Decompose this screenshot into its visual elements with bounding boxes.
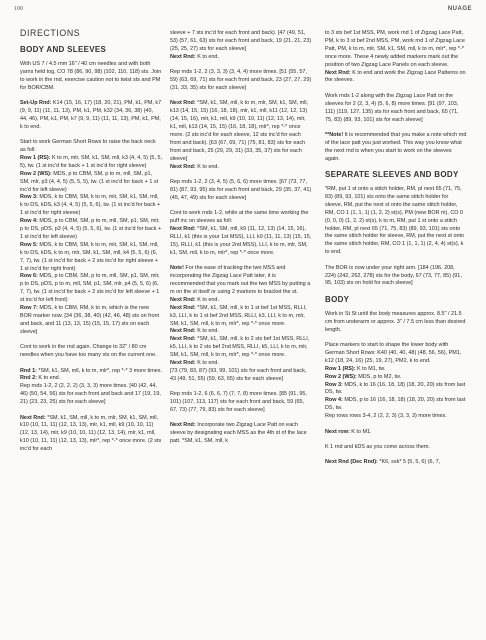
step-label: Row 7: [20,305,38,312]
step-text: MDS, p to 16 (16, 18, 18) (18, 20, 20) sts from last DS, tw. [325,397,466,412]
step-text: *SM, k1, SM, mll, k to m, mlr, SM, k1, SM, mll, k10 (10, 11, 11) (12, 13, 13), mlr, k1, mll, k9 (10, 10, 11) (12, 13, 14), mlr, k9 (10, 10, 11) (12, 13, 14), mlr, k1, mll, k10 (10, 11, 11) (12, 13, 13), mlr*, rep *-* once more. (2 sts inc'd for each [20,414,162,453]
step-label: Rnd 1: [20,367,37,374]
paragraph [20,194,162,218]
note-text: It is recommended that you make a note which rnd of the lace patt you just worked. This way you know what the next rnd is when you start to work on the sleeves again. [325,131,467,162]
paragraph: Start to work German Short Rows to raise the back neck as foll: [20,139,156,153]
step-label: Note! [170,265,184,272]
step-text: MDS, p to M2, tw. [356,373,402,380]
column-1 [20,30,162,462]
paragraph [20,375,162,383]
step-text: MDS, k to CBM, SM, k to m, mlr, SM, k1, SM, mll, k to DS, kDS, k3 (4, 4, 5) (5, 5, 6), tw. (1 st inc'd for back + 1 st inc'd for right sleeve) [20,194,161,217]
step-text: K to end. [195,328,219,335]
paragraph: Rep rnds 1-2, 2 (3, 3, 3) (3, 4, 4) more times. [51 (55, 57, 59) (63, 69, 71) sts for each front and back, 23 (27, 27, 29) (31, 33, 35) sts for each sleeve] [170,69,312,91]
step-text: K14 (15, 16, 17) (18, 20, 21), PM, k1, PM, k7 (9, 9, 11) (11, 11, 13), PM, k1, PM, k32 (34, 36, 38) (40, 44, 46), PM, k1, PM, k7 (9, 9, 11) (11, 11, 13), PM, k1, PM, k to end. [20,99,162,130]
paragraph [20,100,162,132]
paragraph [325,382,467,398]
paragraph [325,397,467,413]
paragraph [20,273,162,305]
section-heading-body: BODY [325,294,350,304]
paragraph [170,422,312,446]
paragraph: Cont to work rnds 1-2, while at the same time working the puff inc on sleeves as foll: [170,210,309,225]
step-text: For the ease of tracking the two MSS and incorporating the Zigzag Lace Patt later, it is recommended that you mark out the two MSS by putting a m on the st itself or using 2 markers to bracket the st. [170,265,311,295]
step-text: K to end. [195,296,219,303]
running-title: NUAGE [447,6,472,12]
paragraph [170,54,312,62]
paragraph: Place markers to start to shape the lower body with German Short Rows: K40 (40, 40, 48) (48, 56, 56), PM1, k12 (18, 24, 16) (25, 19, 27), PM2, k to end. [325,342,462,364]
paragraph: Rep rnds 1-2, 6 (6, 6, 7) (7, 7, 8) more times. [85 (91, 95, 101) (107, 113, 117) sts for each front and back, 59 (65, 67, 73) (77, 79, 83) sts for each sleeve] [170,391,307,414]
step-label: Next Rnd: [170,53,196,60]
paragraph [20,305,162,337]
page-number: 100 [14,6,23,12]
step-text: K to end. [195,360,219,367]
step-text: K to end and work the Zigzag Lace Patterns on the sleeves. [325,69,466,84]
paragraph [170,164,312,172]
paragraph [325,429,467,437]
paragraph [170,265,312,297]
step-text: *SM, k1, SM, mll, k to m, mlr, SM, k1, SM, mll, k13 (14, 15, 15) (16, 18, 18), mlr, k1, mll, k11 (12, 12, 13) (14, 15, 16), mlr, k1, mll, k9 (10, 10, 11) (12, 13, 14), mlr, k1, mll, k13 (14, 15, 15) (16, 18, 18), mlr*, rep *-* once more. (2 sts inc'd for each sleeve, 12 sts inc'd for each front and back). [63 (67, 69, 71) (75, 81, 83) sts for each front and back, 25 (29, 29, 31) (33, 35, 37) sts for each sleeve] [170,100,309,162]
step-label: Next Rnd: [170,360,196,367]
step-label: Next Rnd: [170,422,196,429]
step-text: K to M1. [349,428,372,435]
paragraph [325,132,467,164]
paragraph: Rep rows rows 3-4, 2 (2, 2, 3) (3, 3, 3) more times. [325,413,447,420]
paragraph [170,360,312,368]
step-label: Row 3: [325,381,343,388]
step-label: Next Rnd: [170,163,196,170]
paragraph [170,336,312,360]
step-label: Set-Up Rnd: [20,99,52,106]
step-label: Row 3: [20,194,38,201]
step-text: *SM, k1, SM, mll, k to 2 sts bef 1st MSS, RLLI, k5, LLI, k to 2 sts bef 2nd MSS, RLLI, k5, LLI, k to m, mlr, SM, k1, SM, mll, k to m, mlr*, rep *-* once more. [170,336,310,359]
paragraph [170,226,312,258]
paragraph [325,70,467,86]
step-label: Row 6: [20,273,38,280]
step-label: Next Rnd: [20,414,46,421]
paragraph [20,155,162,171]
paragraph: K 1 rnd and kDS as you come across them. [325,443,430,450]
paragraph [20,415,162,455]
step-text: MDS, k to CBM, SM, k to m, mlr, SM, k1, SM, mll, k to DS, kDS, k to m, mlr, SM, k1, SM, mll, k4 (5, 5, 6) (6, 7, 7), tw. (1 st inc'd for back + 2 sts inc'd for right sleeve + 1 st inc'd for right front) [20,241,159,272]
paragraph [20,242,162,274]
step-text: MDS, p to CBM, SM, p to m, mll, SM, p1, SM, mlr, p3 (4, 4, 5) (5, 5, 5), tw. (1 st inc'd for back + 1 st inc'd for left sleeve) [20,170,159,193]
paragraph: [73 (79, 83, 87) (93, 99, 101) sts for each front and back, 43 (49, 51, 55) (59, 63, 65) sts for each sleeve] [170,367,307,382]
paragraph: The BOR is now under your right arm. [184 (196, 208, 224) (242, 262, 278) sts for the body, 67 (73, 77, 85) (91, 95, 103) sts on hold for each sleeve] [325,264,462,287]
step-label: Row 2 (WS): [20,170,52,177]
step-label: Next row: [325,428,350,435]
step-text: K to end. [195,163,219,170]
paragraph: Work in St St until the body measures approx. 8.5" / 21.5 cm from underarm or approx. 3" / 7.5 cm less than desired length. [325,310,466,333]
step-label: Row 1 (RS): [325,365,356,372]
paragraph: *RM, put 1 st onto a stitch holder, RM, pl next 65 (71, 75, 83) (89, 93, 101) sts onto the same stitch holder for sleeve, RM, put the next st onto the same stitch holder, RM, CO 1 (1, 1, 1) (1, 2, 2) st(s), PM (new BOR m), CO 0 (0, 0, 0) (1, 2, 2) st(s), k to m, RM, put 1 st onto a stitch holder, RM, pl next 65 (71, 75, 83) (89, 93, 101) sts onto the same stitch holder for sleeve, RM, put the next st onto the same stitch holder, RM, CO 1 (1, 1, 1) (2, 4, 4) st(s), k to end. [325,186,465,256]
step-label: Next Rnd (Dec Rnd): [325,459,378,466]
step-label: Row 1 (RS): [20,154,51,161]
paragraph: Rep rnds 1-2, 2 (2, 2, 2) (3, 3, 3) more times. [40 (42, 44, 46) (50, 54, 56) sts for each front and back and 17 (19, 19, 21) (23, 23, 25) sts for each sleeve] [20,383,161,406]
paragraph: Cont to work in the rnd again. Change to 32" / 80 cm needles when you have too many sts on the current one. [20,344,157,359]
step-text: K to end. [36,375,61,382]
step-text: MDS, p to CBM, SM, p to m, mll, SM, p1, SM, mlr, p to DS, pDS, p to m, mll, SM, p1, SM, mlr, p4 (5, 5, 6) (6, 7, 7), tw. (1 st inc'd for back + 2 sts inc'd for left sleeve + 1 st inc'd for left front) [20,273,160,304]
step-text: *K6, ssk* 5 (5, 5, 6) (6, 7, [377,459,441,466]
section-heading-separate: SEPARATE SLEEVES AND BODY [325,170,459,180]
step-text: Incorporate two Zigzag Lace Patt on each sleeve by designating each MSS as the 4th st of the lace patt. *SM, k1, SM, mll, k [170,422,307,445]
step-text: K to M1, tw. [355,365,386,372]
paragraph: Rep rnds 1-2, 2 (3, 4, 5) (5, 6, 6) more times. [67 (73, 77, 81) (87, 93, 95) sts for each front and back, 29 (35, 37, 41) (45, 47, 49) sts for each sleeve] [170,179,312,201]
paragraph [170,328,312,336]
column-3 [325,30,467,475]
paragraph [170,305,312,329]
step-label: Rnd 2: [20,375,37,382]
paragraph [20,171,162,195]
step-text: MDS, k to CBM, RM, k to m, which is the new BOR marker now. [34 (36, 38, 40) (42, 46, 48) sts on front and back, and 11 (13, 13, 15) (15, 15, 17) sts on each sleeve] [20,305,160,335]
column-2 [170,30,312,454]
step-text: *SM, k1, SM, mll, k to 1 st bef 1st MSS, RLLI, k3, LLI, k to 1 st bef 2nd MSS, RLLI, k3, LLI, k to m, mlr, SM, k1, SM, mll, k to m, mlr*, rep *-* once more. [170,304,307,327]
step-label: Next Rnd: [170,304,196,311]
step-label: Row 2 (WS): [325,373,357,380]
paragraph: With US 7 / 4.5 mm 16" / 40 cm needles and with both yarns held tog, CO 78 (86, 90, 98) (102, 110, 118) sts. Join to work in the rnd, exercise caution not to twist sts and PM for BOR/CBM. [20,60,162,91]
paragraph [325,459,467,467]
paragraph [170,297,312,305]
step-text: K to end. [195,53,219,60]
step-label: Next Rnd: [170,296,196,303]
step-label: Next Rnd: [170,100,196,107]
directions-heading: DIRECTIONS [20,28,81,38]
step-label: Next Rnd: [325,69,351,76]
step-text: K to m, mlr, SM, k1, SM, mll, k3 (4, 4, 5) (5, 5, 5), tw. (1 st inc'd for back + 1 st inc'd for right sleeve) [20,154,163,169]
paragraph [325,366,467,374]
step-label: Row 4: [20,218,38,225]
paragraph [170,100,312,163]
step-text: *SM, k1, SM, mll, k9 (11, 12, 13) (14, 15, 16), RLLI, k1 (this is your 1st MSS), LLI, k9 (11, 11, 13) (15, 15, 15), RLLI, k1 (this is your 2nd MSS), LLI, k to m, mlr, SM, k1, SM, mll, k to m, mlr*, rep *-* once more. [170,226,312,256]
step-label: Next Rnd: [170,328,196,335]
step-label: Next Rnd: [170,226,196,233]
paragraph: to 3 sts bef 1st MSS, PM, work rnd 1 of Zigzag Lace Patt, PM, k to 3 st bef 2nd MSS, PM, work rnd 1 of Zigzag Lace Patt, PM, k to m, mlr, SM, k1, SM, mll, k to m, mlr*, rep *-* once more. These 4 newly added markers mark out the position of two Zigzag Lace Panels on each sleeve. [325,30,465,68]
note-label: **Note! [325,131,344,138]
paragraph: sleeve + 7 sts inc'd for each front and back). [47 (49, 51, 53) (57, 61, 63) sts for each front and back, 19 (21, 21, 23) (25, 25, 27) sts for each sleeve] [170,30,312,52]
step-text: MDS, p to CBM, SM, p to m, mll, SM, p1, SM, mlr, p to DS, pDS, p3 (4, 4, 5) (5, 5, 6), tw. (1 st inc'd for back + 1 st inc'd for left sleeve) [20,218,162,240]
step-text: *SM, k1, SM, mll, k to m, mlr*, rep *-* 3 more times. [36,367,163,374]
paragraph [20,218,162,242]
section-heading-body-sleeves: BODY AND SLEEVES [20,44,107,54]
step-label: Row 5: [20,241,38,248]
step-text: MDS, k to 16 (16, 18, 18) (18, 20, 20) sts from last DS, tw. [325,381,466,396]
paragraph: Work rnds 1-2 along with the Zigzag Lace Patt on the sleeves for 2 (2, 3, 4) (5, 6, 8) more times. [91 (97, 103, 111) (119, 127, 135) sts for each front and back, 65 (71, 75, 83) (89, 93, 101) sts for each sleeve] [325,92,459,123]
paragraph [325,374,467,382]
step-label: Next Rnd: [170,336,196,343]
step-label: Row 4: [325,397,343,404]
paragraph [20,368,162,376]
